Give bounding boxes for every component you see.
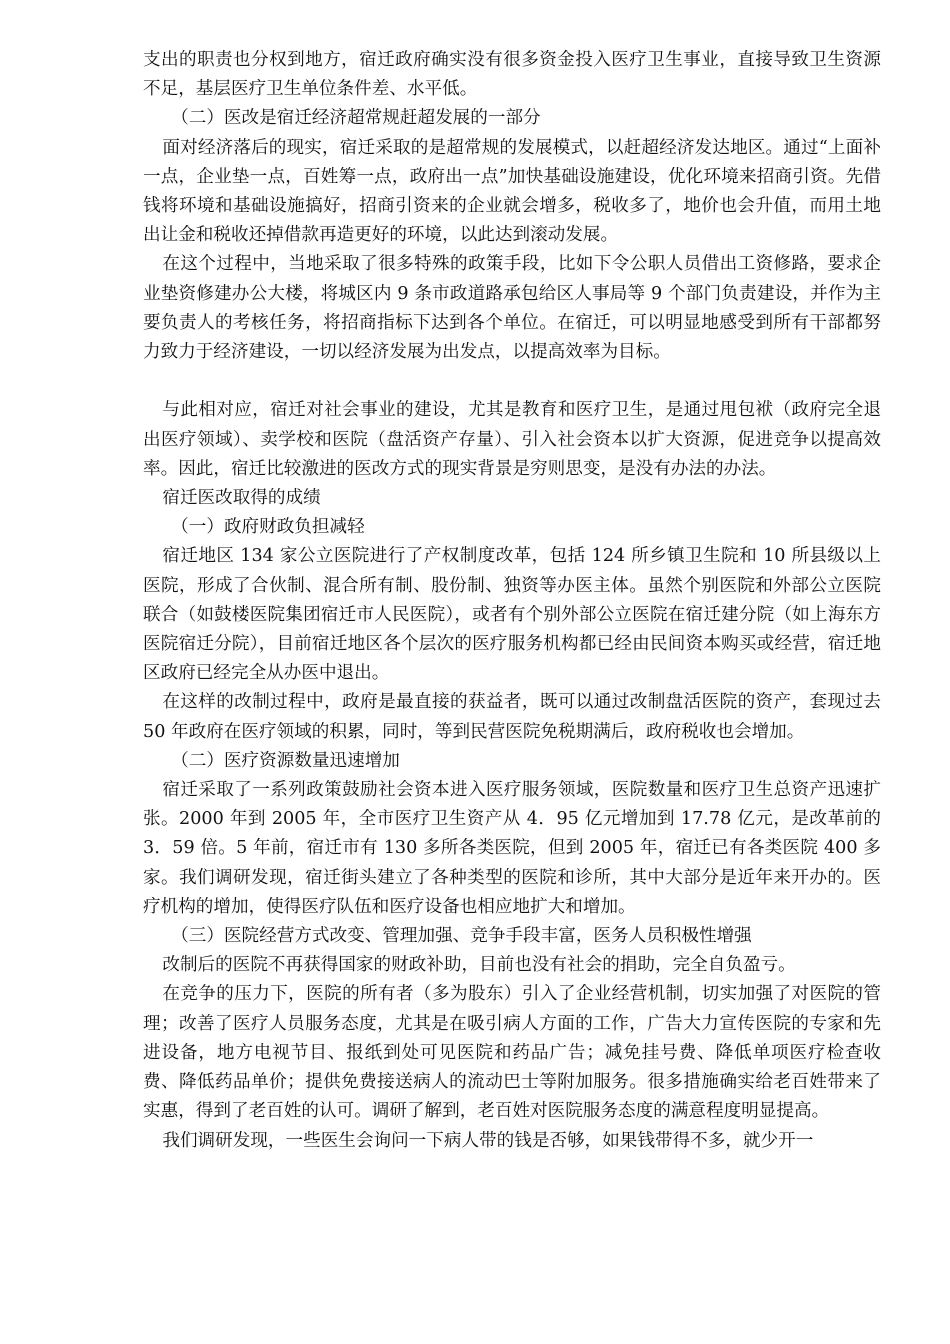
section-heading-2: （二）医改是宿迁经济超常规赶超发展的一部分	[171, 108, 541, 129]
paragraph: 宿迁采取了一系列政策鼓励社会资本进入医疗服务领域，医院数量和医疗卫生总资产迅速扩张。2000 年到 2005 年，全市医疗卫生资产从 4．95 亿元增加到 17.78 亿元，是改革前的 3．59 倍。5 年前，宿迁市有 130 多所各类医院，但到 2005 年，宿迁已有各类医院 400 多家。我们调研发现，宿迁街头建立了各种类型的医院和诊所，其中大部分是近年来开办的。医疗机构的增加，使得医疗队伍和医疗设备也相应地扩大和增加。	[143, 780, 881, 917]
paragraph: 在这个过程中，当地采取了很多特殊的政策手段，比如下令公职人员借出工资修路，要求企业垫资修建办公大楼，将城区内 9 条市政道路承包给区人事局等 9 个部门负责建设，并作为主要负责人的考核任务，将招商指标下达到各个单位。在宿迁，可以明显地感受到所有干部都努力致力于经济建设，一切以经济发展为出发点，以提高效率为目标。	[143, 254, 881, 363]
subsection-heading-2: （二）医疗资源数量迅速增加	[171, 750, 400, 771]
paragraph-continued: 支出的职责也分权到地方，宿迁政府确实没有很多资金投入医疗卫生事业，直接导致卫生资源不足，基层医疗卫生单位条件差、水平低。	[143, 50, 881, 100]
paragraph: 在这样的改制过程中，政府是最直接的获益者，既可以通过改制盘活医院的资产，套现过去 50 年政府在医疗领域的积累，同时，等到民营医院免税期满后，政府税收也会增加。	[143, 692, 881, 742]
paragraph: 改制后的医院不再获得国家的财政补助，目前也没有社会的捐助，完全自负盈亏。	[162, 955, 796, 976]
paragraph: 宿迁地区 134 家公立医院进行了产权制度改革，包括 124 所乡镇卫生院和 10 所县级以上医院，形成了合伙制、混合所有制、股份制、独资等办医主体。虽然个别医院和外部公立医院联合（如鼓楼医院集团宿迁市人民医院），或者有个别外部公立医院在宿迁建分院（如上海东方医院宿迁分院），目前宿迁地区各个层次的医疗服务机构都已经由民间资本购买或经营，宿迁地区政府已经完全从办医中退出。	[143, 546, 881, 684]
section-heading: 宿迁医改取得的成绩	[162, 488, 321, 509]
paragraph: 面对经济落后的现实，宿迁采取的是超常规的发展模式，以赶超经济发达地区。通过“上面补一点，企业垫一点，百姓筹一点，政府出一点”加快基础设施建设，优化环境来招商引资。先借钱将环境和基础设施搞好，招商引资来的企业就会增多，税收多了，地价也会升值，而用土地出让金和税收还掉借款再造更好的环境，以此达到滚动发展。	[143, 137, 881, 246]
subsection-heading-3: （三）医院经营方式改变、管理加强、竞争手段丰富，医务人员积极性增强	[171, 926, 752, 947]
blank-line	[143, 367, 881, 396]
paragraph: 与此相对应，宿迁对社会事业的建设，尤其是教育和医疗卫生，是通过甩包袱（政府完全退出医疗领域）、卖学校和医院（盘活资产存量）、引入社会资本以扩大资源，促进竞争以提高效率。因此，宿迁比较激进的医改方式的现实背景是穷则思变，是没有办法的办法。	[143, 400, 881, 479]
paragraph: 我们调研发现，一些医生会询问一下病人带的钱是否够，如果钱带得不多，就少开一	[162, 1130, 814, 1151]
paragraph: 在竞争的压力下，医院的所有者（多为股东）引入了企业经营机制，切实加强了对医院的管理；改善了医疗人员服务态度，尤其是在吸引病人方面的工作，广告大力宣传医院的专家和先进设备，地方电视节目、报纸到处可见医院和药品广告；减免挂号费、降低单项医疗检查收费、降低药品单价；提供免费接送病人的流动巴士等附加服务。很多措施确实给老百姓带来了实惠，得到了老百姓的认可。调研了解到，老百姓对医院服务态度的满意程度明显提高。	[143, 984, 881, 1122]
document-body	[143, 46, 881, 1156]
subsection-heading-1: （一）政府财政负担减轻	[171, 517, 365, 538]
